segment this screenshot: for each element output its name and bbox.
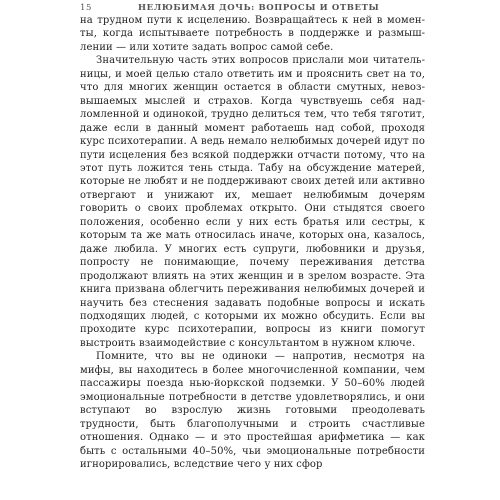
- paragraph: Значительную часть этих вопросов прислали мои читательницы, и моей целью стало ответить им и прояснить свет на то, что для многих женщин остается в области смутных, невозвышаемых мыслей и страхов. Когда чувствуешь себя надломленной и одинокой, трудно делиться тем, что тебя тяготит, даже если в данный момент работаешь над собой, проходя курс психотерапии. А ведь немало нелюбимых дочерей идут по пути исцеления без всякой поддержки отчасти потому, что на этот путь ложится тень стыда. Табу на обсуждение матерей, которые не любят и не поддерживают своих детей или активно отвергают и унижают их, мешает нелюбимым дочерям говорить о своих проблемах открыто. Они стыдятся своего положения, особенно если у них есть братья или сестры, к которым та же мать относилась иначе, которых она, казалось, даже любила. У многих есть супруги, любовники и друзья, попросту не понимающие, почему переживания детства продолжают влиять на этих женщин и в зрелом возрасте. Эта книга призвана облегчить переживания нелюбимых дочерей и научить без стеснения задавать подобные вопросы и искать подходящих людей, с которыми их можно обсудить. Если вы проходите курс психотерапии, вопросы из книги помогут выстроить взаимодействие с консультантом в нужном ключе.: [80, 55, 425, 349]
- page-number: 15: [80, 3, 93, 13]
- paragraph-continuation: на трудном пути к исцелению. Возвращайтесь к ней в моменты, когда испытываете потребность в поддержке и размышлении — или хотите задать вопрос самой себе.: [80, 15, 425, 53]
- running-header-title: НЕЛЮБИМАЯ ДОЧЬ: ВОПРОСЫ И ОТВЕТЫ: [138, 3, 380, 13]
- paragraph: Помните, что вы не одиноки — напротив, несмотря на мифы, вы находитесь в более многочисленной компании, чем пассажиры поезда нью-йоркской подземки. У 50–60% людей эмоциональные потребности в детстве удовлетворялись, и они вступают во взрослую жизнь готовыми преодолевать трудности, быть благополучными и строить счастливые отношения. Однако — и это простейшая арифметика — как быть с остальными 40–50%, чьи эмоциональные потребности игнорировались, вследствие чего у них сфор: [80, 351, 425, 470]
- body-text: [80, 14, 425, 471]
